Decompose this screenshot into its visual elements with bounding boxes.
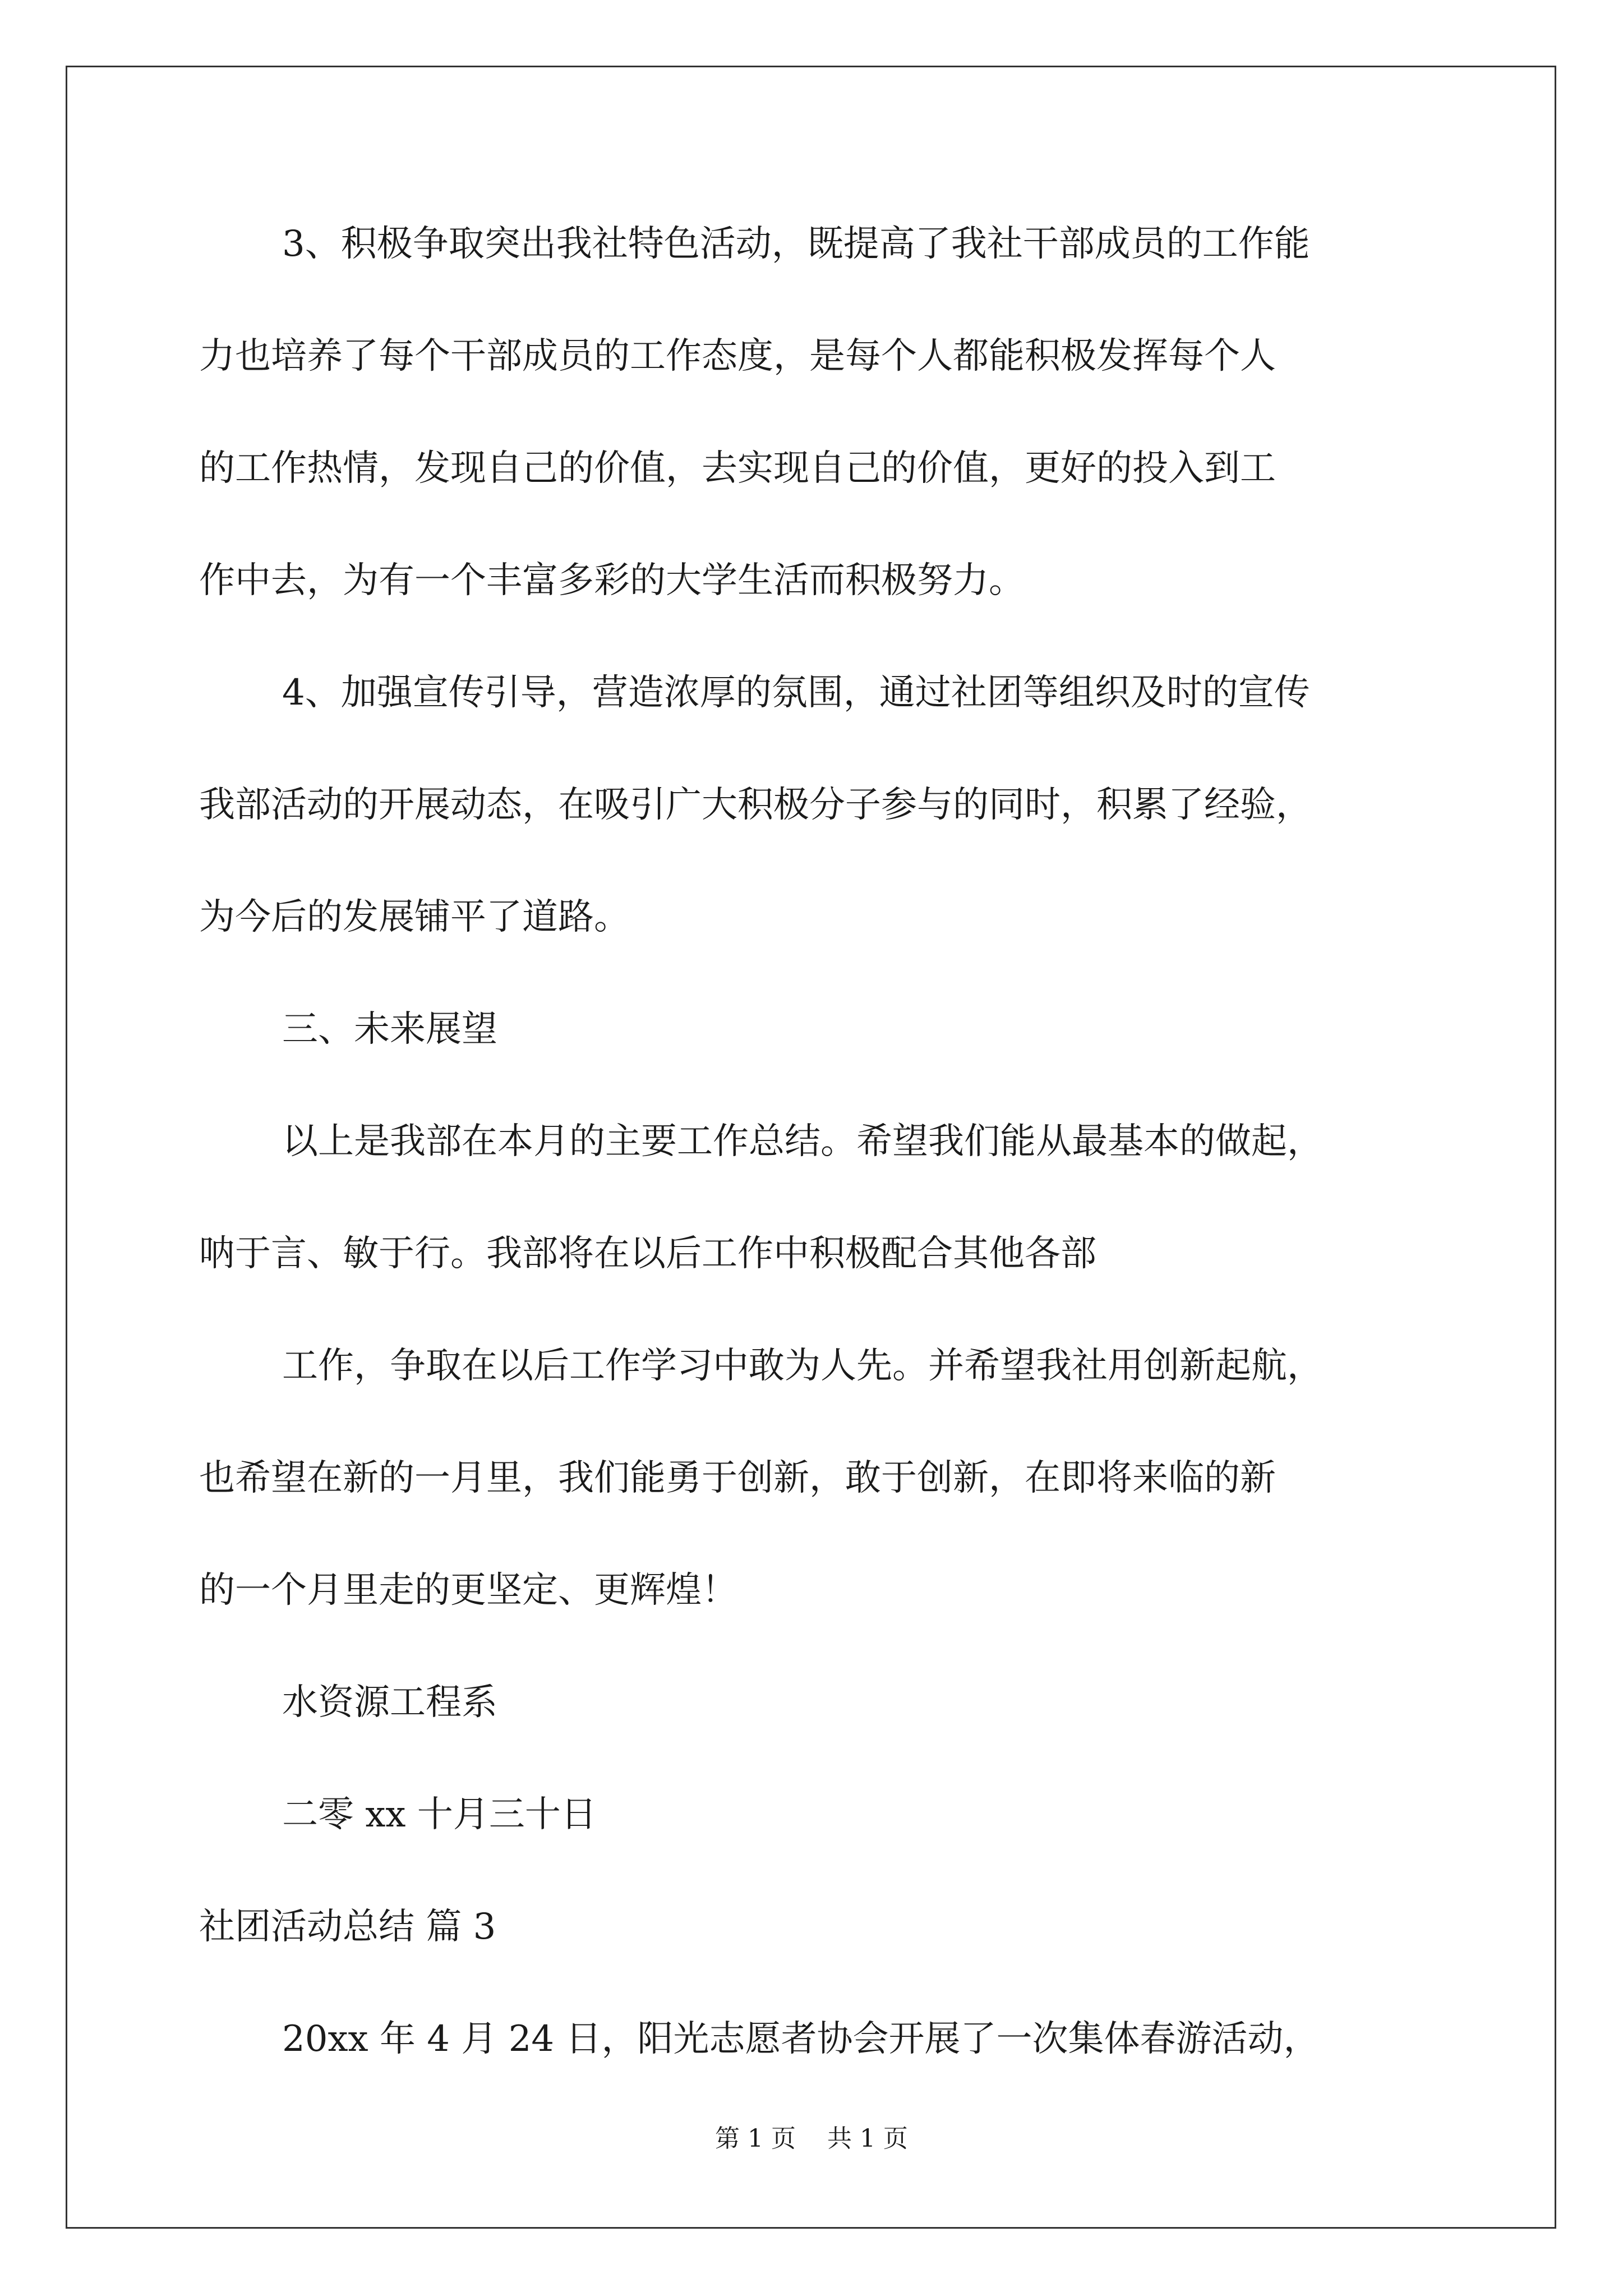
paragraph-line: 以上是我部在本月的主要工作总结。希望我们能从最基本的做起， xyxy=(282,1121,1323,1162)
article-title: 社团活动总结 篇 3 xyxy=(199,1906,496,1948)
paragraph-line: 3、积极争取突出我社特色活动，既提高了我社干部成员的工作能 xyxy=(282,223,1310,265)
paragraph-line: 的一个月里走的更坚定、更辉煌！ xyxy=(199,1570,737,1611)
paragraph-line: 工作，争取在以后工作学习中敢为人先。并希望我社用创新起航， xyxy=(282,1345,1323,1387)
paragraph-line: 力也培养了每个干部成员的工作态度，是每个人都能积极发挥每个人 xyxy=(199,335,1276,377)
paragraph-line: 为今后的发展铺平了道路。 xyxy=(199,896,630,938)
section-heading: 三、未来展望 xyxy=(282,1009,497,1050)
paragraph-line: 呐于言、敏于行。我部将在以后工作中积极配合其他各部 xyxy=(199,1233,1096,1274)
signature-date: 二零 xx 十月三十日 xyxy=(282,1794,597,1835)
paragraph-line: 的工作热情，发现自己的价值，去实现自己的价值，更好的投入到工 xyxy=(199,448,1276,489)
paragraph-line: 20xx 年 4 月 24 日，阳光志愿者协会开展了一次集体春游活动， xyxy=(282,2018,1320,2060)
page-footer: 第 1 页 共 1 页 xyxy=(715,2124,908,2153)
signature-department: 水资源工程系 xyxy=(282,1682,497,1723)
paragraph-line: 也希望在新的一月里，我们能勇于创新，敢于创新，在即将来临的新 xyxy=(199,1457,1276,1499)
paragraph-line: 我部活动的开展动态，在吸引广大积极分子参与的同时，积累了经验， xyxy=(199,784,1312,826)
paragraph-line: 4、加强宣传引导，营造浓厚的氛围，通过社团等组织及时的宣传 xyxy=(282,672,1310,714)
paragraph-line: 作中去，为有一个丰富多彩的大学生活而积极努力。 xyxy=(199,560,1025,601)
